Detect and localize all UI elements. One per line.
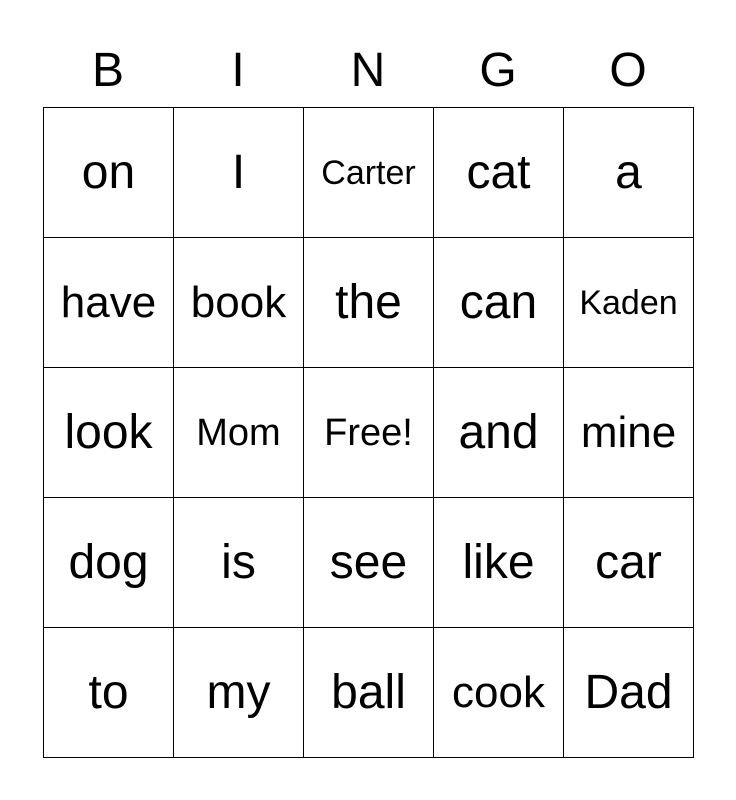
bingo-cell[interactable]: Mom — [174, 368, 304, 498]
header-letter-i: I — [231, 44, 245, 97]
bingo-cell[interactable]: like — [434, 498, 564, 628]
header-letter-g: G — [479, 44, 517, 97]
bingo-cell[interactable]: a — [564, 108, 694, 238]
bingo-cell-free-space[interactable]: Free! — [304, 368, 434, 498]
bingo-cell[interactable]: Carter — [304, 108, 434, 238]
bingo-cell[interactable]: book — [174, 238, 304, 368]
bingo-cell[interactable]: to — [44, 628, 174, 758]
header-letter-b: B — [91, 44, 124, 97]
header-letter-o: O — [609, 44, 647, 97]
bingo-cell[interactable]: cook — [434, 628, 564, 758]
bingo-cell[interactable]: I — [174, 108, 304, 238]
bingo-cell[interactable]: dog — [44, 498, 174, 628]
bingo-cell[interactable]: Dad — [564, 628, 694, 758]
bingo-cell[interactable]: see — [304, 498, 434, 628]
bingo-cell[interactable]: look — [44, 368, 174, 498]
bingo-cell[interactable]: Kaden — [564, 238, 694, 368]
bingo-grid — [43, 107, 694, 758]
bingo-cell[interactable]: and — [434, 368, 564, 498]
bingo-cell[interactable]: car — [564, 498, 694, 628]
bingo-cell[interactable]: cat — [434, 108, 564, 238]
bingo-header — [43, 35, 693, 107]
bingo-cell[interactable]: is — [174, 498, 304, 628]
bingo-cell[interactable]: have — [44, 238, 174, 368]
bingo-cell[interactable]: mine — [564, 368, 694, 498]
bingo-cell[interactable]: ball — [304, 628, 434, 758]
bingo-cell[interactable]: the — [304, 238, 434, 368]
bingo-cell[interactable]: my — [174, 628, 304, 758]
bingo-cell[interactable]: can — [434, 238, 564, 368]
bingo-card — [43, 35, 693, 758]
bingo-cell[interactable]: on — [44, 108, 174, 238]
header-letter-n: N — [350, 44, 386, 97]
